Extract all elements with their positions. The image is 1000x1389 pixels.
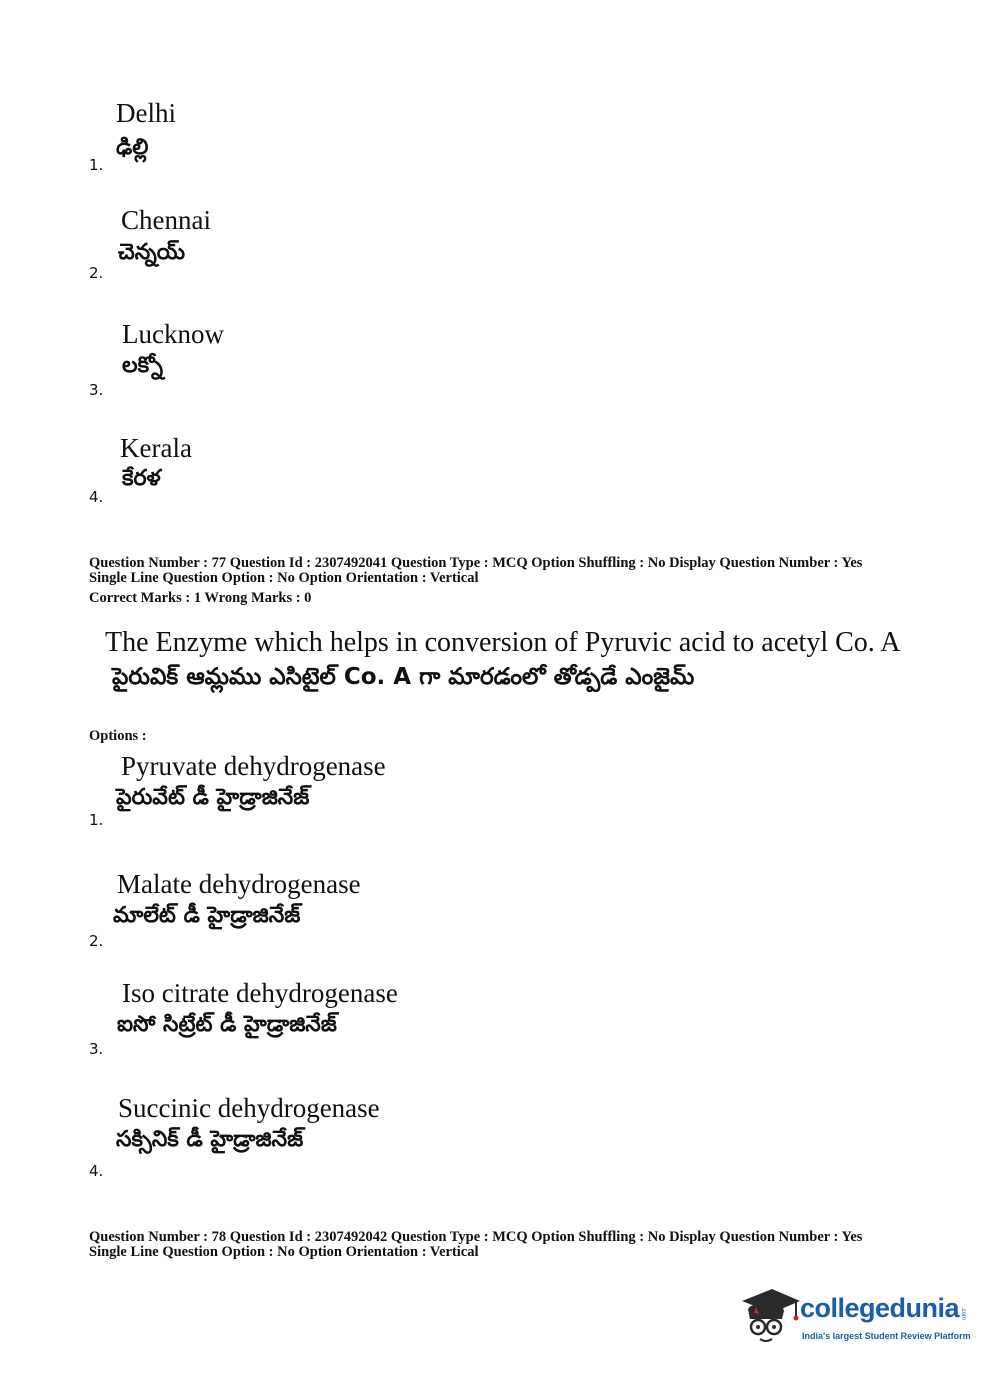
collegedunia-logo [738,1283,978,1353]
question-meta-line2: Single Line Question Option : No Option Orientation : Vertical [89,570,479,586]
question-meta-line1: Question Number : 77 Question Id : 2307492041 Question Type : MCQ Option Shuffling : No Display Question Number : Yes [89,555,863,571]
option-text-te: చెన్నయ్ [118,240,185,265]
option-text-en: Pyruvate dehydrogenase [121,751,386,781]
option-text-te: మాలేట్ డీ హైడ్రాజినేజ్ [113,903,301,928]
question-text-en: The Enzyme which helps in conversion of Pyruvic acid to acetyl Co. A [105,627,901,658]
option-number: 4. [89,488,104,506]
option-number: 1. [89,811,104,829]
option-text-en: Delhi [116,98,176,128]
option-text-en: Malate dehydrogenase [117,869,361,899]
question-meta-line1: Question Number : 78 Question Id : 2307492042 Question Type : MCQ Option Shuffling : No Display Question Number : Yes [89,1229,863,1245]
option-number: 4. [89,1162,104,1180]
question-text-te: పైరువిక్ ఆమ్లము ఎసిటైల్ Co. A గా మారడంలో తోడ్పడే ఎంజైమ్ [112,664,695,690]
question-meta-line2: Single Line Question Option : No Option Orientation : Vertical [89,1244,479,1260]
logo-name: collegedunia [800,1293,960,1323]
option-text-te: లక్నో [122,353,163,378]
option-text-te: ఐసో సిట్రేట్ డీ హైడ్రాజినేజ్ [117,1012,337,1037]
option-text-en: Iso citrate dehydrogenase [122,978,398,1008]
option-number: 2. [89,264,104,282]
option-text-en: Chennai [121,205,211,235]
option-text-te: పైరువేట్ డీ హైడ్రాజినేజ్ [116,785,310,810]
student-mascot-icon [738,1283,802,1347]
option-text-en: Kerala [120,433,192,463]
logo-tagline: India's largest Student Review Platform [802,1331,971,1341]
option-number: 1. [89,156,104,174]
options-label: Options : [89,728,147,744]
question-marks: Correct Marks : 1 Wrong Marks : 0 [89,590,312,606]
option-text-en: Lucknow [122,319,224,349]
logo-domain: .com [960,1307,966,1321]
option-text-en: Succinic dehydrogenase [118,1093,380,1123]
option-number: 3. [89,381,104,399]
option-text-te: కేరళ [122,466,161,491]
option-text-te: సక్సినిక్ డీ హైడ్రాజినేజ్ [116,1127,304,1152]
option-text-te: ఢిల్లి [116,135,149,160]
option-number: 3. [89,1040,104,1058]
option-number: 2. [89,932,104,950]
